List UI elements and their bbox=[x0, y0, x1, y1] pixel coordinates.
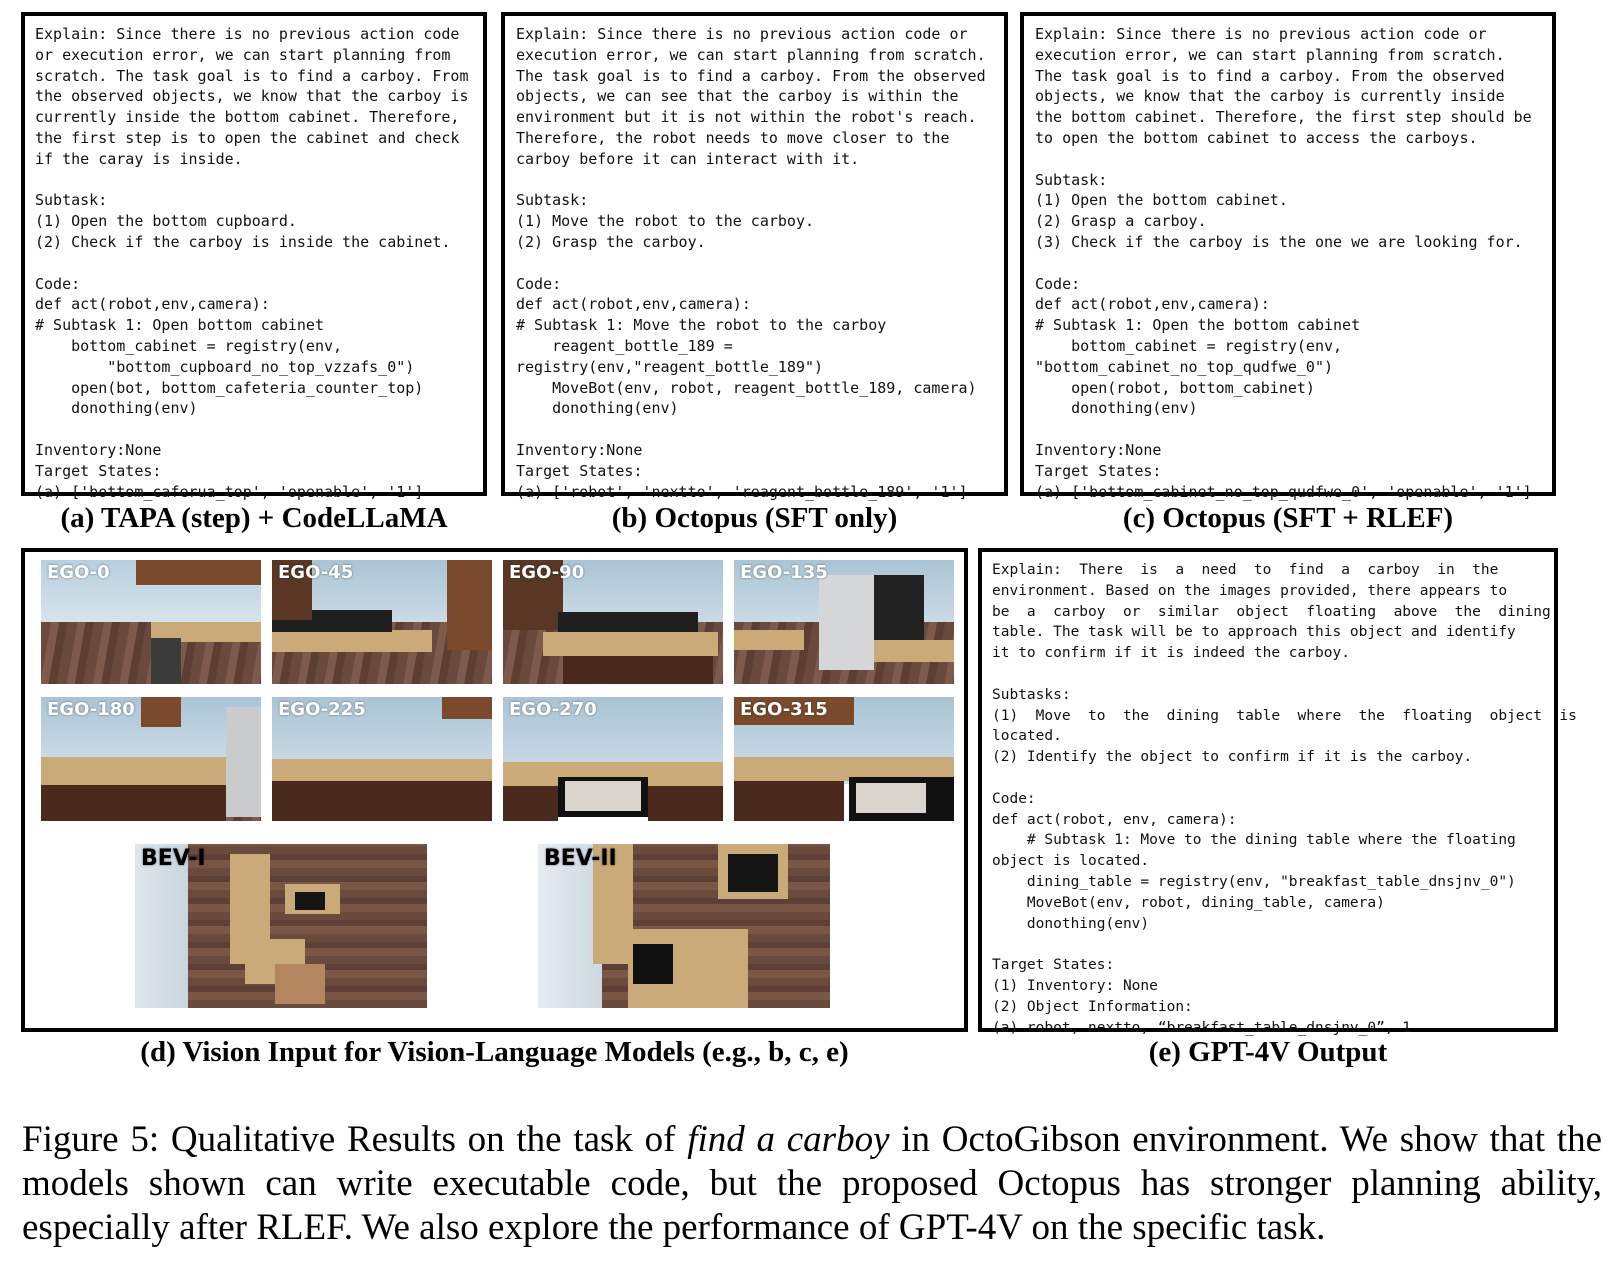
ego-image-315 bbox=[734, 697, 954, 821]
ego-image-90 bbox=[503, 560, 723, 684]
panel-c-box bbox=[1020, 12, 1556, 501]
code-line: Explain: There is a need to find a carboy in the bbox=[992, 562, 1499, 578]
ego-image-180 bbox=[41, 697, 261, 821]
code-line: "bottom_cabinet_no_top_qudfwe_0") bbox=[1035, 357, 1334, 376]
bev-label-2: BEV-II bbox=[544, 846, 617, 871]
code-line: # Subtask 1: Open the bottom cabinet bbox=[1035, 316, 1361, 335]
panel-e-caption: (e) GPT-4V Output bbox=[1148, 1036, 1388, 1068]
bev-label-1: BEV-I bbox=[141, 846, 206, 871]
code-line bbox=[992, 934, 1554, 955]
code-line: Explain: Since there is no previous action code or bbox=[1035, 25, 1487, 43]
code-line: open(bot, bottom_cafeteria_counter_top) bbox=[35, 378, 424, 397]
code-line: environment. Based on the images provided, there appears to bbox=[992, 582, 1508, 599]
ego-image-225 bbox=[272, 697, 492, 821]
code-line: The task goal is to find a carboy. From the observed bbox=[516, 66, 986, 85]
panel-b-code bbox=[516, 24, 1004, 502]
code-line: Code: bbox=[35, 274, 81, 293]
panel-a-code bbox=[35, 24, 483, 502]
code-line: donothing(env) bbox=[1035, 399, 1198, 418]
code-line: execution error, we can start planning from scratch. bbox=[1035, 45, 1505, 64]
code-line bbox=[1035, 419, 1552, 440]
panel-e-box bbox=[978, 548, 1577, 1036]
code-line: objects, we know that the carboy is currently inside bbox=[1035, 87, 1505, 106]
code-line: reagent_bottle_189 = bbox=[516, 336, 733, 355]
ego-label-0: EGO-0 bbox=[47, 562, 110, 583]
code-line: the observed objects, we know that the carboy is bbox=[35, 87, 469, 106]
code-line: Subtask: bbox=[35, 191, 108, 210]
code-line: if the caray is inside. bbox=[35, 149, 243, 168]
code-line: MoveBot(env, robot, reagent_bottle_189, camera) bbox=[516, 378, 977, 397]
code-line: Target States: bbox=[516, 461, 643, 480]
ego-label-270: EGO-270 bbox=[509, 699, 597, 720]
code-line bbox=[516, 419, 1004, 440]
panel-b-caption: (b) Octopus (SFT only) bbox=[611, 502, 898, 534]
ego-label-180: EGO-180 bbox=[47, 699, 135, 720]
panel-c-caption: (c) Octopus (SFT + RLEF) bbox=[1122, 502, 1454, 534]
code-line bbox=[992, 664, 1554, 685]
code-line: (1) Open the bottom cabinet. bbox=[1035, 191, 1288, 210]
code-line: Code: bbox=[992, 790, 1036, 807]
code-line: Code: bbox=[1035, 274, 1081, 293]
code-line: (1) Move the robot to the carboy. bbox=[516, 212, 815, 231]
figure-caption-suffix: in OctoGibson environment. We show that the models shown can write executable code, but the proposed Octopus has stronger planning ability, especially after RLEF. We also explore the performance of GPT-4V on the specific task. bbox=[22, 1119, 1603, 1248]
ego-label-315: EGO-315 bbox=[740, 699, 828, 720]
code-line: currently inside the bottom cabinet. Therefore, bbox=[35, 108, 460, 127]
ego-label-90: EGO-90 bbox=[509, 562, 585, 583]
code-line: donothing(env) bbox=[992, 915, 1150, 932]
code-line: The task goal is to find a carboy. From the observed bbox=[1035, 66, 1505, 85]
code-line: Target States: bbox=[35, 461, 162, 480]
code-line bbox=[1035, 149, 1552, 170]
code-line: donothing(env) bbox=[35, 399, 198, 418]
code-line: (a) robot, nextto, “breakfast_table_dnsjnv_0”, 1 bbox=[992, 1019, 1412, 1036]
code-line: Explain: Since there is no previous action code bbox=[35, 25, 460, 43]
code-line: def act(robot,env,camera): bbox=[35, 295, 270, 314]
code-line: (1) Open the bottom cupboard. bbox=[35, 212, 297, 231]
code-line: def act(robot,env,camera): bbox=[1035, 295, 1270, 314]
code-line: # Subtask 1: Move the robot to the carboy bbox=[516, 316, 887, 335]
code-line: the bottom cabinet. Therefore, the first step should be bbox=[1035, 108, 1532, 127]
code-line: table. The task will be to approach this object and identify bbox=[992, 624, 1516, 641]
ego-label-135: EGO-135 bbox=[740, 562, 828, 583]
code-line: Code: bbox=[516, 274, 562, 293]
code-line bbox=[35, 253, 483, 274]
code-line: Inventory:None bbox=[516, 440, 643, 459]
figure-caption bbox=[22, 1118, 1602, 1250]
code-line: Inventory:None bbox=[1035, 440, 1162, 459]
ego-image-270 bbox=[503, 697, 723, 821]
code-line: (2) Identify the object to confirm if it is the carboy. bbox=[992, 749, 1473, 766]
code-line bbox=[1035, 253, 1552, 274]
bev-image-1 bbox=[135, 844, 427, 1008]
code-line: registry(env,"reagent_bottle_189") bbox=[516, 357, 824, 376]
code-line: "bottom_cupboard_no_top_vzzafs_0") bbox=[35, 357, 415, 376]
code-line: it to confirm if it is indeed the carboy. bbox=[992, 645, 1350, 662]
code-line: (a) ['bottom_cabinet_no_top_qudfwe_0', 'openable', '1'] bbox=[1035, 482, 1532, 501]
code-line: (3) Check if the carboy is the one we are looking for. bbox=[1035, 232, 1523, 251]
code-line: (2) Check if the carboy is inside the cabinet. bbox=[35, 232, 451, 251]
panel-d-box bbox=[21, 548, 968, 1032]
code-line: carboy before it can interact with it. bbox=[516, 149, 860, 168]
panel-b-box bbox=[501, 12, 1008, 501]
code-line: (a) ['bottom_caferua_top', 'openable', '1'] bbox=[35, 482, 424, 501]
panel-d-caption: (d) Vision Input for Vision-Language Models (e.g., b, c, e) bbox=[140, 1036, 849, 1068]
panel-a-box bbox=[21, 12, 487, 501]
code-line: Target States: bbox=[1035, 461, 1162, 480]
code-line: Target States: bbox=[992, 957, 1115, 974]
code-line: (a) ['robot', 'nextto', 'reagent_bottle_189', '1'] bbox=[516, 482, 968, 501]
code-line: open(robot, bottom_cabinet) bbox=[1035, 378, 1315, 397]
code-line: (2) Grasp the carboy. bbox=[516, 232, 706, 251]
panel-a-caption: (a) TAPA (step) + CodeLLaMA bbox=[60, 502, 448, 534]
code-line: (1) Inventory: None bbox=[992, 977, 1158, 994]
bev-image-2 bbox=[538, 844, 830, 1008]
code-line: bottom_cabinet = registry(env, bbox=[1035, 336, 1343, 355]
code-line: execution error, we can start planning from scratch. bbox=[516, 45, 986, 64]
code-line bbox=[992, 768, 1554, 789]
code-line: def act(robot,env,camera): bbox=[516, 295, 751, 314]
code-line: or execution error, we can start planning from bbox=[35, 45, 451, 64]
code-line: bottom_cabinet = registry(env, bbox=[35, 336, 343, 355]
panel-e-code bbox=[992, 560, 1577, 1038]
code-line bbox=[35, 170, 483, 191]
code-line: # Subtask 1: Open bottom cabinet bbox=[35, 316, 324, 335]
code-line: (2) Object Information: bbox=[992, 998, 1193, 1015]
code-line: Explain: Since there is no previous action code or bbox=[516, 25, 968, 43]
code-line: donothing(env) bbox=[516, 399, 679, 418]
code-line bbox=[516, 253, 1004, 274]
code-line: MoveBot(env, robot, dining_table, camera) bbox=[992, 894, 1385, 911]
code-line: object is located. bbox=[992, 853, 1150, 870]
code-line: dining_table = registry(env, "breakfast_table_dnsjnv_0") bbox=[992, 873, 1516, 890]
code-line: scratch. The task goal is to find a carboy. From bbox=[35, 66, 469, 85]
code-line: Subtasks: bbox=[992, 686, 1071, 703]
code-line bbox=[35, 419, 483, 440]
ego-image-0 bbox=[41, 560, 261, 684]
code-line: be a carboy or similar object floating above the dining bbox=[992, 603, 1551, 620]
code-line: (1) Move to the dining table where the floating object is bbox=[992, 707, 1577, 724]
ego-label-225: EGO-225 bbox=[278, 699, 366, 720]
ego-image-45 bbox=[272, 560, 492, 684]
code-line: Inventory:None bbox=[35, 440, 162, 459]
code-line: (2) Grasp a carboy. bbox=[1035, 212, 1207, 231]
ego-image-135 bbox=[734, 560, 954, 684]
code-line bbox=[516, 170, 1004, 191]
code-line: # Subtask 1: Move to the dining table where the floating bbox=[992, 832, 1516, 849]
figure-caption-prefix: Figure 5: Qualitative Results on the task of bbox=[22, 1119, 688, 1160]
code-line: to open the bottom cabinet to access the carboys. bbox=[1035, 128, 1478, 147]
panel-c-code bbox=[1035, 24, 1552, 502]
code-line: Subtask: bbox=[516, 191, 589, 210]
ego-label-45: EGO-45 bbox=[278, 562, 354, 583]
code-line: def act(robot, env, camera): bbox=[992, 811, 1237, 828]
code-line: objects, we can see that the carboy is within the bbox=[516, 87, 959, 106]
code-line: the first step is to open the cabinet and check bbox=[35, 128, 460, 147]
figure-caption-italic: find a carboy bbox=[687, 1119, 890, 1160]
code-line: Therefore, the robot needs to move closer to the bbox=[516, 128, 950, 147]
code-line: located. bbox=[992, 728, 1062, 745]
code-line: Subtask: bbox=[1035, 170, 1108, 189]
code-line: environment but it is not within the robot's reach. bbox=[516, 108, 977, 127]
